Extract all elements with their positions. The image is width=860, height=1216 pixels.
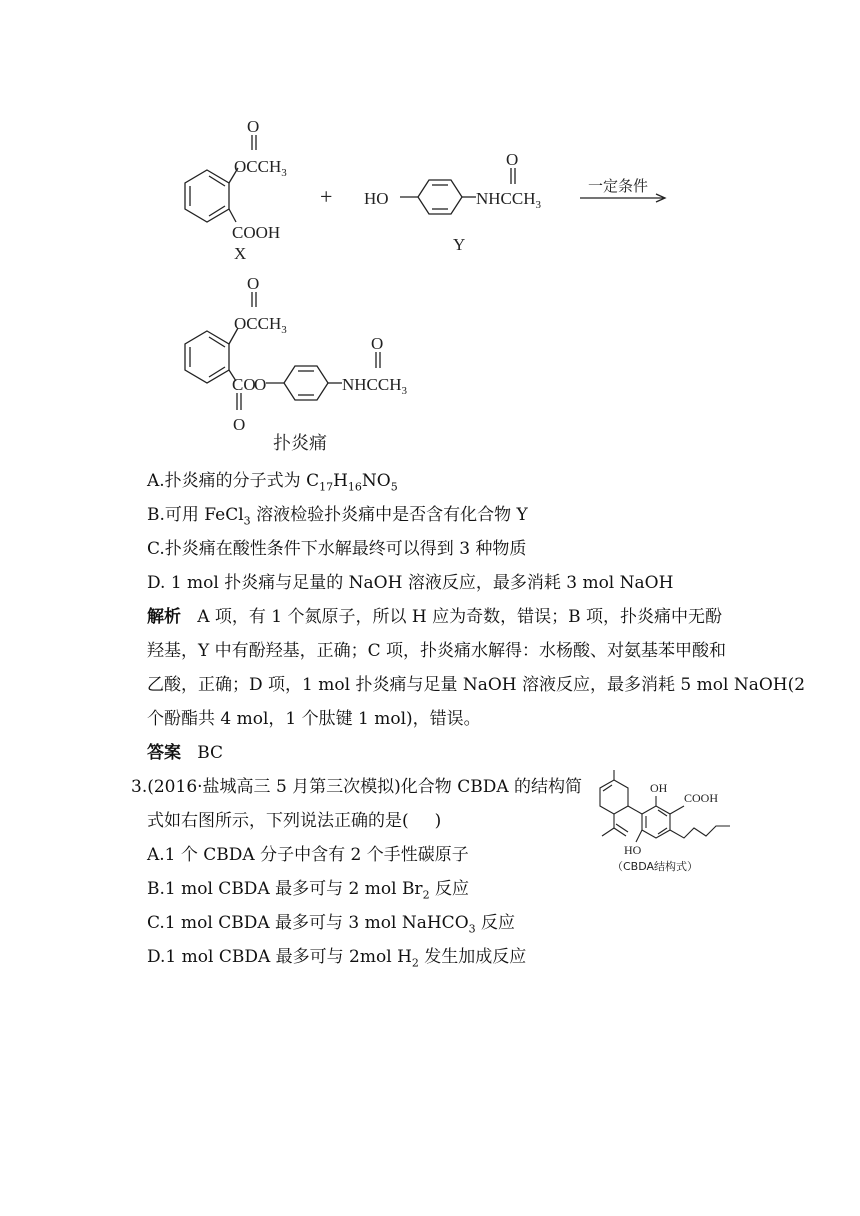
plus-sign: + [320,184,333,209]
q3-option-a: A.1 个 CBDA 分子中含有 2 个手性碳原子 [147,845,469,865]
q2-option-a: A.扑炎痛的分子式为 $C_{17}H_{16}NO_5$ [147,471,398,494]
cbda-oh-label: OH [650,781,668,795]
answer-value: BC [197,743,224,763]
q2-analysis-line-2: 羟基，Y 中有酚羟基，正确；C 项，扑炎痛水解得：水杨酸、对氨基苯甲酸和 [147,641,727,661]
compound-x-ring [185,135,256,222]
compound-x-label: X [234,244,247,263]
compound-y-label: Y [453,235,466,254]
y-hydroxyl: HO [364,189,389,208]
analysis-label: 解析 [147,607,181,627]
product-ester-oxygen: O [247,274,260,293]
q3-stem-line-2: 式如右图所示，下列说法正确的是( ) [147,811,442,831]
cbda-cooh-label: COOH [684,791,719,805]
y-amide-group: $NHCCH_3$ [476,189,542,211]
product-carbonyl-oxygen: O [233,415,246,434]
x-ester-oxygen: O [247,117,260,136]
y-amide-oxygen: O [506,150,519,169]
q3-stem-line-1: 3.(2016·盐城高三 5 月第三次模拟)化合物 CBDA 的结构简 [131,777,583,797]
cbda-caption: （CBDA结构式） [612,860,699,873]
q2-option-c: C.扑炎痛在酸性条件下水解最终可以得到 3 种物质 [147,539,527,559]
product-amide-oxygen: O [371,334,384,353]
product-ether-oxygen: O [254,375,267,394]
reaction-condition: 一定条件 [588,179,649,195]
q2-analysis-line-1: 解析 A 项，有 1 个氮原子，所以 H 应为奇数，错误；B 项，扑炎痛中无酚 [147,607,723,627]
product-name: 扑炎痛 [273,433,327,453]
q2-analysis-line-3: 乙酸，正确；D 项，1 mol 扑炎痛与足量 NaOH 溶液反应，最多消耗 5 mol NaOH(2 [147,675,806,695]
x-carboxyl-group: COOH [232,223,281,242]
q3-source: (2016·盐城高三 5 月第三次模拟) [147,777,401,797]
q2-answer [147,741,223,765]
reaction-scheme [0,0,860,470]
cbda-ho-label: HO [624,843,642,857]
q3-option-b: B.1 mol CBDA 最多可与 2 mol $Br_2$ 反应 [147,879,469,902]
reaction-arrow [580,194,665,202]
q3-number: 3. [131,777,148,797]
q2-option-d: D. 1 mol 扑炎痛与足量的 NaOH 溶液反应，最多消耗 3 mol NaOH [147,573,674,593]
q3-option-c: C.1 mol CBDA 最多可与 3 mol NaHCO$_3$ 反应 [147,913,516,936]
x-ester-group: $OCCH_3$ [234,157,287,179]
product-ester-group: $OCCH_3$ [234,314,287,336]
product-amide-group: $NHCCH_3$ [342,375,408,397]
q3-option-d: D.1 mol CBDA 最多可与 2mol $H_2$ 发生加成反应 [147,947,527,970]
q2-analysis-line-4: 个酚酯共 4 mol，1 个肽键 1 mol)，错误。 [147,709,481,729]
answer-label: 答案 [147,743,181,763]
cbda-structure-figure [590,766,750,878]
q2-option-b: B.可用 FeCl$_3$ 溶液检验扑炎痛中是否含有化合物 Y [147,505,528,528]
product-carbonyl: CO [232,375,256,394]
